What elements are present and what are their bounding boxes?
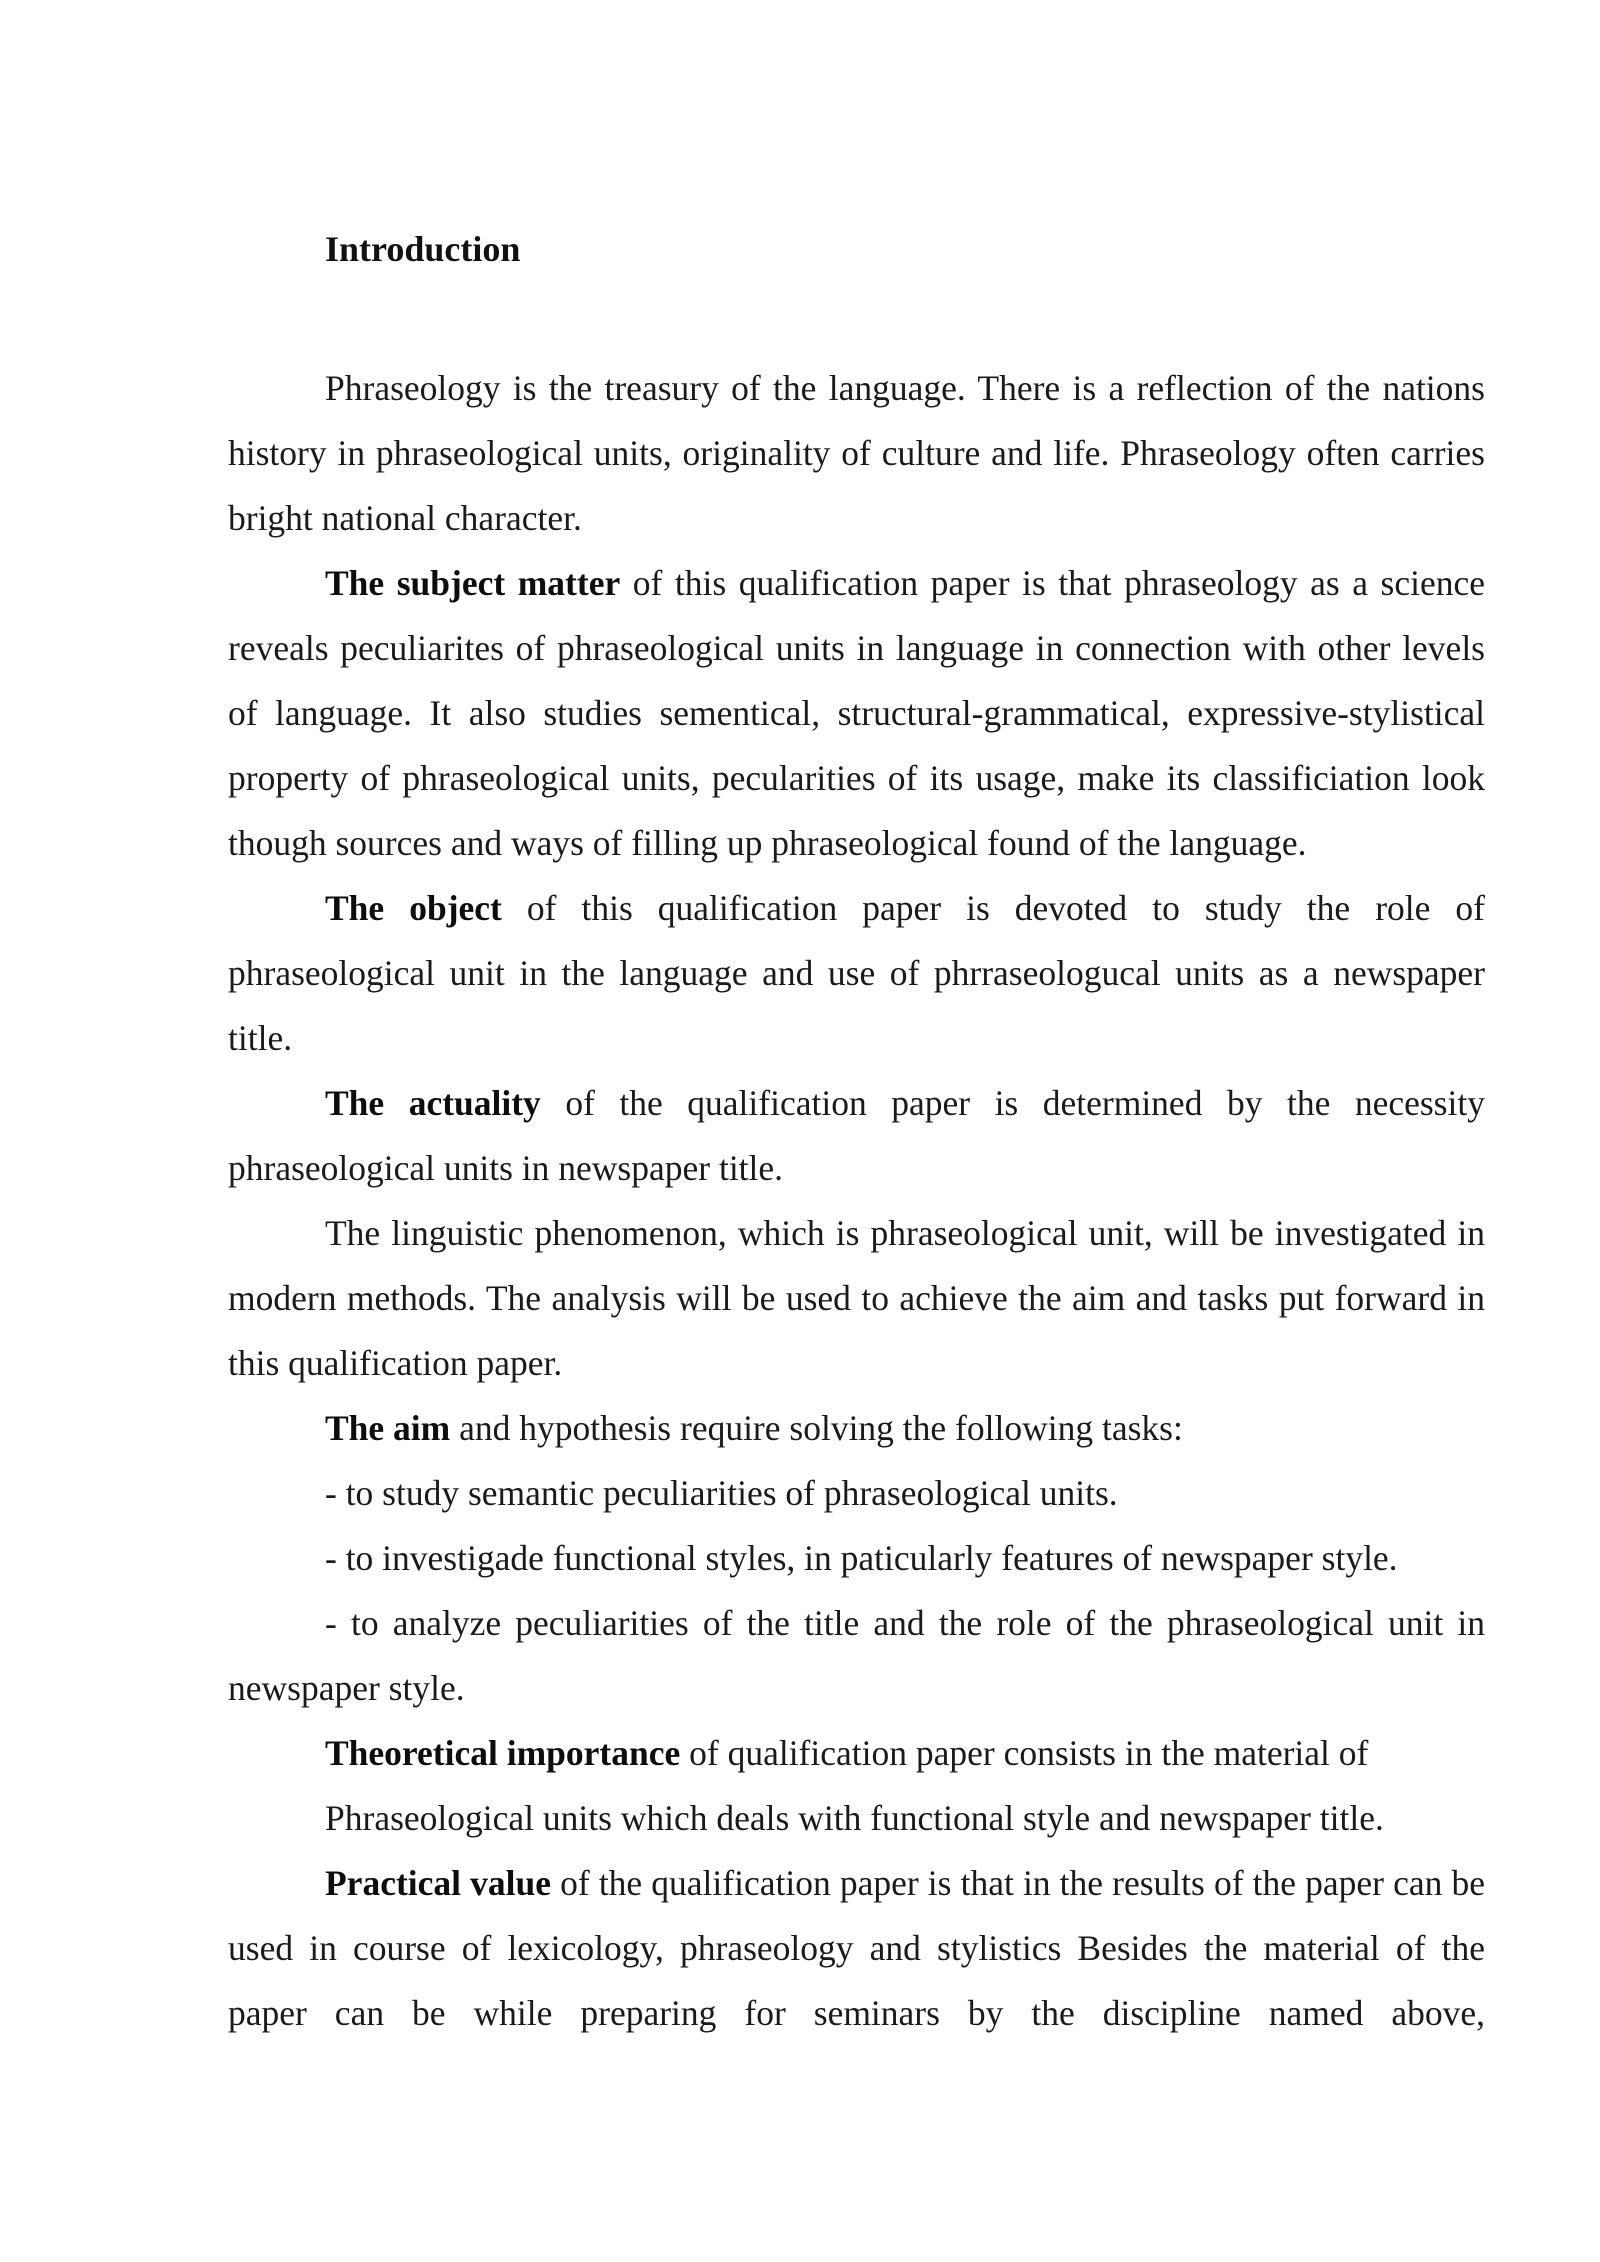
paragraph-actuality (228, 1071, 1485, 1201)
paragraph-lead: Practical value (325, 1863, 551, 1903)
paragraph-lead: The object (325, 888, 502, 928)
document-body (228, 356, 1485, 2046)
paragraph-text: - to analyze peculiarities of the title and the role of the phraseological unit in newspaper style. (228, 1603, 1485, 1708)
paragraph-theoretical-importance (228, 1721, 1485, 1786)
paragraph-lead: The aim (325, 1408, 451, 1448)
task-list-item (228, 1461, 1485, 1526)
paragraph-aim (228, 1396, 1485, 1461)
task-list-item (228, 1591, 1485, 1721)
paragraph-text: of this qualification paper is that phraseology as a science reveals peculiarites of phraseological units in language in connection with other levels of language. It also studies sementical, structural-grammatical, expressive-stylistical property of phraseological units, pecularities of its usage, make its classificiation look though sources and ways of filling up phraseological found of the language. (228, 563, 1485, 863)
paragraph-text: The linguistic phenomenon, which is phraseological unit, will be investigated in modern methods. The analysis will be used to achieve the aim and tasks put forward in this qualification paper. (228, 1213, 1485, 1383)
paragraph-text: of this qualification paper is devoted to study the role of phraseological unit in the language and use of phrraseologucal units as a newspaper title. (228, 888, 1485, 1058)
document-title: Introduction (325, 229, 521, 269)
paragraph-text: Phraseology is the treasury of the language. There is a reflection of the nations history in phraseological units, originality of culture and life. Phraseology often carries bright national character. (228, 368, 1485, 538)
paragraph-lead: The subject matter (325, 563, 621, 603)
paragraph-text: and hypothesis require solving the following tasks: (450, 1408, 1183, 1448)
task-list-item (228, 1526, 1485, 1591)
paragraph-lead: Theoretical importance (325, 1733, 681, 1773)
paragraph-text: of the qualification paper is determined by the necessity phraseological units in newspaper title. (228, 1083, 1485, 1188)
paragraph-text: Phraseological units which deals with functional style and newspaper title. (325, 1798, 1384, 1838)
paragraph-subject-matter (228, 551, 1485, 876)
paragraph-theoretical-continued (228, 1786, 1485, 1851)
paragraph-lead: The actuality (325, 1083, 541, 1123)
paragraph-text: - to investigade functional styles, in paticularly features of newspaper style. (325, 1538, 1398, 1578)
paragraph-intro (228, 356, 1485, 551)
paragraph-text: - to study semantic peculiarities of phraseological units. (325, 1473, 1118, 1513)
paragraph-object (228, 876, 1485, 1071)
paragraph-text: of the qualification paper is that in the results of the paper can be used in course of lexicology, phraseology and stylistics Besides the material of the paper can be while preparing for seminars by the discipline named above, (228, 1863, 1485, 2033)
paragraph-practical-value (228, 1851, 1485, 2046)
paragraph-text: of qualification paper consists in the material of (680, 1733, 1369, 1773)
paragraph-methods (228, 1201, 1485, 1396)
